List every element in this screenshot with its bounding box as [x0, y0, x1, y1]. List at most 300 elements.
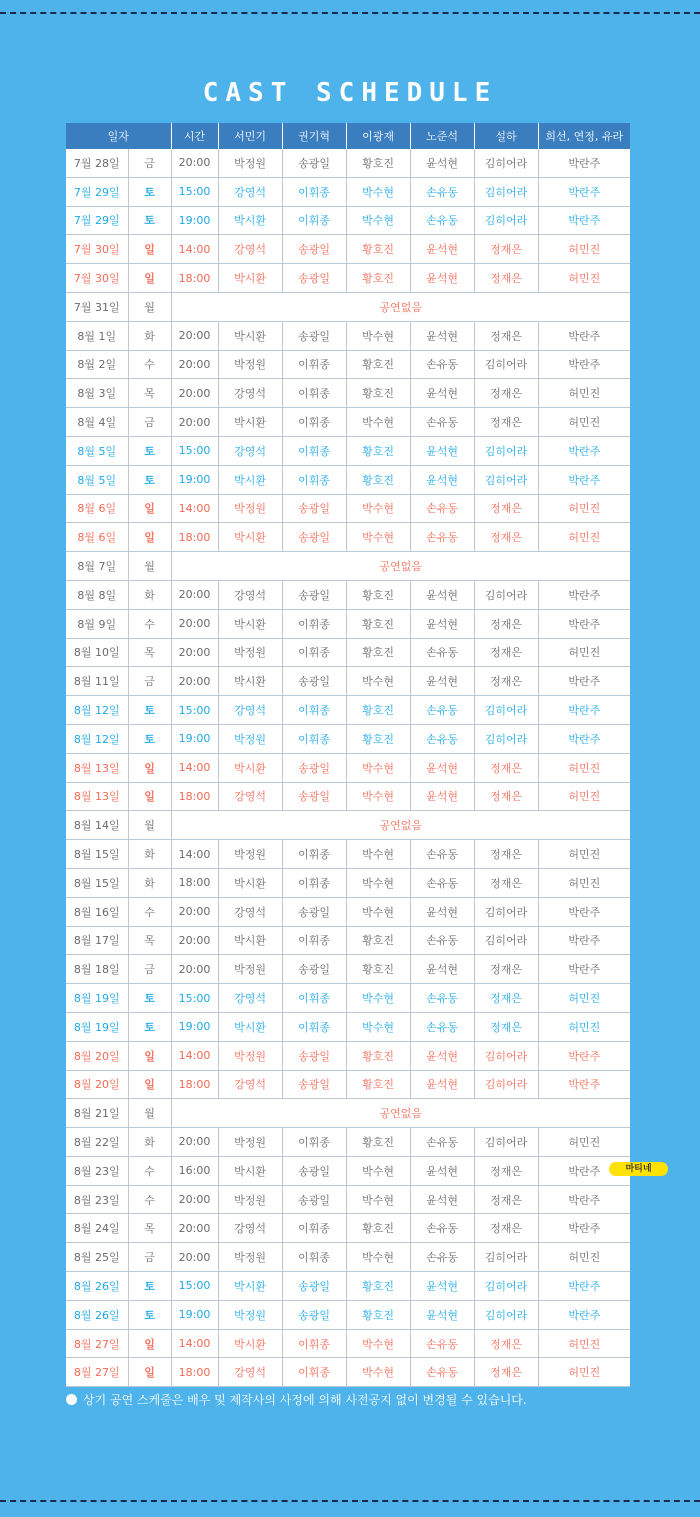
header-role-2: 권기혁	[282, 123, 346, 149]
day-cell: 화	[128, 868, 171, 897]
cast-cell: 박시환	[218, 1272, 282, 1301]
day-cell: 토	[128, 984, 171, 1013]
day-cell: 일	[128, 1329, 171, 1358]
date-cell: 8월 8일	[66, 580, 128, 609]
date-cell: 7월 28일	[66, 149, 128, 177]
cast-cell: 박정원	[218, 955, 282, 984]
time-cell: 20:00	[171, 321, 218, 350]
time-cell: 20:00	[171, 667, 218, 696]
date-cell: 8월 12일	[66, 696, 128, 725]
cast-cell: 황호진	[346, 1300, 410, 1329]
cast-cell: 이휘종	[282, 609, 346, 638]
cast-cell: 허민진	[538, 379, 630, 408]
cast-cell: 김히어라	[474, 724, 538, 753]
cast-cell: 김히어라	[474, 1272, 538, 1301]
cast-cell: 김히어라	[474, 1243, 538, 1272]
cast-cell: 정재은	[474, 1358, 538, 1387]
header-role-4: 노준석	[410, 123, 474, 149]
time-cell: 20:00	[171, 955, 218, 984]
time-cell: 19:00	[171, 206, 218, 235]
cast-cell: 정재은	[474, 1329, 538, 1358]
cast-cell: 박수현	[346, 177, 410, 206]
day-cell: 토	[128, 1300, 171, 1329]
cast-cell: 손유동	[410, 984, 474, 1013]
cast-cell: 박정원	[218, 724, 282, 753]
date-cell: 8월 21일	[66, 1099, 128, 1128]
date-cell: 8월 7일	[66, 552, 128, 581]
cast-cell: 송광일	[282, 1300, 346, 1329]
cast-cell: 이휘종	[282, 350, 346, 379]
table-row	[66, 1272, 630, 1301]
date-cell: 8월 23일	[66, 1185, 128, 1214]
cast-cell: 박시환	[218, 1012, 282, 1041]
date-cell: 8월 11일	[66, 667, 128, 696]
date-cell: 8월 6일	[66, 523, 128, 552]
cast-cell: 박란주	[538, 465, 630, 494]
cast-cell: 박수현	[346, 408, 410, 437]
cast-cell: 박정원	[218, 840, 282, 869]
cast-cell: 정재은	[474, 782, 538, 811]
time-cell: 18:00	[171, 1358, 218, 1387]
cast-cell: 황호진	[346, 1272, 410, 1301]
table-row	[66, 897, 630, 926]
time-cell: 20:00	[171, 580, 218, 609]
table-row	[66, 1329, 630, 1358]
cast-cell: 윤석현	[410, 465, 474, 494]
cast-cell: 황호진	[346, 264, 410, 293]
cast-cell: 허민진	[538, 868, 630, 897]
cast-cell: 박수현	[346, 1156, 410, 1185]
cast-cell: 정재은	[474, 638, 538, 667]
cast-cell: 김히어라	[474, 177, 538, 206]
cast-cell: 황호진	[346, 436, 410, 465]
cast-cell: 손유동	[410, 1128, 474, 1157]
cast-cell: 박수현	[346, 753, 410, 782]
day-cell: 토	[128, 436, 171, 465]
cast-cell: 정재은	[474, 667, 538, 696]
time-cell: 16:00	[171, 1156, 218, 1185]
day-cell: 수	[128, 1156, 171, 1185]
cast-cell: 송광일	[282, 264, 346, 293]
time-cell: 20:00	[171, 1185, 218, 1214]
day-cell: 목	[128, 638, 171, 667]
day-cell: 금	[128, 667, 171, 696]
table-row	[66, 1099, 630, 1128]
cast-cell: 김히어라	[474, 1128, 538, 1157]
cast-cell: 이휘종	[282, 1243, 346, 1272]
day-cell: 토	[128, 1012, 171, 1041]
time-cell: 18:00	[171, 868, 218, 897]
cast-cell: 박수현	[346, 868, 410, 897]
date-cell: 8월 18일	[66, 955, 128, 984]
cast-cell: 손유동	[410, 696, 474, 725]
no-show-cell: 공연없음	[171, 811, 630, 840]
cast-cell: 송광일	[282, 321, 346, 350]
header-role-6: 희선, 연정, 유라	[538, 123, 630, 149]
cast-cell: 이휘종	[282, 436, 346, 465]
day-cell: 금	[128, 955, 171, 984]
date-cell: 7월 30일	[66, 264, 128, 293]
top-dashed-border	[0, 12, 700, 14]
cast-cell: 허민진	[538, 408, 630, 437]
date-cell: 8월 27일	[66, 1358, 128, 1387]
cast-cell: 김히어라	[474, 1041, 538, 1070]
cast-cell: 이휘종	[282, 1128, 346, 1157]
cast-cell: 윤석현	[410, 235, 474, 264]
cast-cell: 정재은	[474, 840, 538, 869]
cast-cell: 송광일	[282, 235, 346, 264]
table-row	[66, 1070, 630, 1099]
date-cell: 7월 29일	[66, 177, 128, 206]
cast-cell: 강영석	[218, 696, 282, 725]
cast-cell: 박란주	[538, 696, 630, 725]
time-cell: 14:00	[171, 1329, 218, 1358]
time-cell: 14:00	[171, 1041, 218, 1070]
cast-cell: 정재은	[474, 264, 538, 293]
cast-cell: 박시환	[218, 753, 282, 782]
day-cell: 일	[128, 1358, 171, 1387]
cast-cell: 윤석현	[410, 379, 474, 408]
day-cell: 일	[128, 1070, 171, 1099]
cast-cell: 김히어라	[474, 350, 538, 379]
time-cell: 20:00	[171, 926, 218, 955]
cast-cell: 정재은	[474, 523, 538, 552]
day-cell: 월	[128, 811, 171, 840]
table-row	[66, 1243, 630, 1272]
cast-cell: 황호진	[346, 1041, 410, 1070]
cast-cell: 박수현	[346, 523, 410, 552]
cast-cell: 박정원	[218, 149, 282, 177]
day-cell: 월	[128, 1099, 171, 1128]
time-cell: 14:00	[171, 235, 218, 264]
table-row	[66, 465, 630, 494]
date-cell: 8월 16일	[66, 897, 128, 926]
cast-cell: 정재은	[474, 235, 538, 264]
cast-cell: 박란주	[538, 1300, 630, 1329]
date-cell: 8월 3일	[66, 379, 128, 408]
cast-cell: 손유동	[410, 840, 474, 869]
cast-cell: 송광일	[282, 1156, 346, 1185]
date-cell: 8월 12일	[66, 724, 128, 753]
cast-cell: 윤석현	[410, 955, 474, 984]
cast-cell: 이휘종	[282, 177, 346, 206]
day-cell: 토	[128, 465, 171, 494]
cast-cell: 허민진	[538, 1329, 630, 1358]
cast-cell: 황호진	[346, 955, 410, 984]
table-row	[66, 1358, 630, 1387]
cast-cell: 이휘종	[282, 724, 346, 753]
cast-cell: 박란주	[538, 580, 630, 609]
table-row	[66, 811, 630, 840]
cast-cell: 윤석현	[410, 264, 474, 293]
cast-cell: 박정원	[218, 494, 282, 523]
table-row	[66, 782, 630, 811]
table-row	[66, 177, 630, 206]
day-cell: 목	[128, 1214, 171, 1243]
cast-cell: 박란주	[538, 955, 630, 984]
cast-cell: 정재은	[474, 1156, 538, 1185]
cast-cell: 박시환	[218, 264, 282, 293]
cast-cell: 손유동	[410, 350, 474, 379]
cast-cell: 이휘종	[282, 408, 346, 437]
cast-cell: 강영석	[218, 1214, 282, 1243]
cast-cell: 윤석현	[410, 1300, 474, 1329]
cast-cell: 박란주	[538, 149, 630, 177]
table-row	[66, 1300, 630, 1329]
cast-cell: 황호진	[346, 379, 410, 408]
day-cell: 일	[128, 753, 171, 782]
date-cell: 8월 13일	[66, 753, 128, 782]
cast-cell: 손유동	[410, 1214, 474, 1243]
cast-cell: 박란주	[538, 1070, 630, 1099]
cast-cell: 윤석현	[410, 1156, 474, 1185]
time-cell: 20:00	[171, 379, 218, 408]
cast-cell: 박시환	[218, 1156, 282, 1185]
matinee-badge: 마티네	[609, 1162, 668, 1176]
cast-cell: 강영석	[218, 782, 282, 811]
day-cell: 금	[128, 1243, 171, 1272]
date-cell: 8월 26일	[66, 1300, 128, 1329]
table-row	[66, 235, 630, 264]
table-row	[66, 494, 630, 523]
cast-cell: 손유동	[410, 724, 474, 753]
cast-cell: 강영석	[218, 1070, 282, 1099]
cast-cell: 이휘종	[282, 840, 346, 869]
cast-cell: 허민진	[538, 1243, 630, 1272]
day-cell: 일	[128, 782, 171, 811]
time-cell: 14:00	[171, 494, 218, 523]
table-row	[66, 149, 630, 177]
day-cell: 토	[128, 724, 171, 753]
cast-cell: 황호진	[346, 696, 410, 725]
cast-cell: 송광일	[282, 523, 346, 552]
cast-cell: 정재은	[474, 379, 538, 408]
cast-cell: 박시환	[218, 321, 282, 350]
date-cell: 8월 17일	[66, 926, 128, 955]
cast-cell: 손유동	[410, 926, 474, 955]
date-cell: 8월 26일	[66, 1272, 128, 1301]
table-row	[66, 206, 630, 235]
date-cell: 8월 15일	[66, 840, 128, 869]
cast-cell: 박정원	[218, 1128, 282, 1157]
cast-cell: 손유동	[410, 408, 474, 437]
table-row	[66, 638, 630, 667]
cast-cell: 박란주	[538, 436, 630, 465]
cast-cell: 손유동	[410, 177, 474, 206]
cast-cell: 허민진	[538, 753, 630, 782]
cast-cell: 정재은	[474, 408, 538, 437]
cast-cell: 김히어라	[474, 1300, 538, 1329]
date-cell: 8월 5일	[66, 465, 128, 494]
cast-cell: 송광일	[282, 955, 346, 984]
table-row	[66, 1156, 630, 1185]
time-cell: 19:00	[171, 465, 218, 494]
bottom-dashed-border	[0, 1500, 700, 1502]
cast-cell: 박란주	[538, 321, 630, 350]
cast-cell: 윤석현	[410, 1041, 474, 1070]
cast-cell: 박란주	[538, 609, 630, 638]
cast-cell: 황호진	[346, 149, 410, 177]
table-row	[66, 1214, 630, 1243]
table-row	[66, 523, 630, 552]
cast-cell: 박시환	[218, 523, 282, 552]
cast-cell: 정재은	[474, 321, 538, 350]
cast-cell: 송광일	[282, 1272, 346, 1301]
day-cell: 토	[128, 177, 171, 206]
cast-cell: 박정원	[218, 638, 282, 667]
table-row	[66, 724, 630, 753]
cast-cell: 강영석	[218, 436, 282, 465]
cast-cell: 송광일	[282, 1041, 346, 1070]
time-cell: 18:00	[171, 264, 218, 293]
date-cell: 8월 2일	[66, 350, 128, 379]
cast-cell: 송광일	[282, 149, 346, 177]
cast-cell: 손유동	[410, 1243, 474, 1272]
cast-cell: 정재은	[474, 868, 538, 897]
time-cell: 20:00	[171, 149, 218, 177]
table-row	[66, 1185, 630, 1214]
time-cell: 15:00	[171, 1272, 218, 1301]
cast-cell: 이휘종	[282, 379, 346, 408]
cast-cell: 정재은	[474, 609, 538, 638]
time-cell: 20:00	[171, 609, 218, 638]
day-cell: 목	[128, 379, 171, 408]
cast-cell: 강영석	[218, 897, 282, 926]
table-row	[66, 292, 630, 321]
day-cell: 금	[128, 149, 171, 177]
date-cell: 8월 14일	[66, 811, 128, 840]
table-row	[66, 868, 630, 897]
cast-cell: 박수현	[346, 494, 410, 523]
cast-cell: 강영석	[218, 235, 282, 264]
table-row	[66, 955, 630, 984]
cast-cell: 이휘종	[282, 206, 346, 235]
cast-cell: 박시환	[218, 206, 282, 235]
time-cell: 15:00	[171, 177, 218, 206]
cast-cell: 박시환	[218, 926, 282, 955]
cast-schedule-table	[66, 123, 630, 1387]
table-row	[66, 696, 630, 725]
cast-cell: 박수현	[346, 206, 410, 235]
cast-cell: 손유동	[410, 1329, 474, 1358]
cast-cell: 윤석현	[410, 1185, 474, 1214]
table-row	[66, 580, 630, 609]
cast-cell: 손유동	[410, 206, 474, 235]
cast-cell: 박란주	[538, 206, 630, 235]
time-cell: 18:00	[171, 782, 218, 811]
table-row	[66, 264, 630, 293]
table-row	[66, 609, 630, 638]
time-cell: 18:00	[171, 523, 218, 552]
table-row	[66, 926, 630, 955]
cast-cell: 강영석	[218, 1358, 282, 1387]
cast-cell: 박시환	[218, 667, 282, 696]
cast-cell: 김히어라	[474, 897, 538, 926]
cast-cell: 박수현	[346, 984, 410, 1013]
no-show-cell: 공연없음	[171, 1099, 630, 1128]
time-cell: 20:00	[171, 350, 218, 379]
cast-cell: 박란주	[538, 177, 630, 206]
time-cell: 14:00	[171, 840, 218, 869]
time-cell: 19:00	[171, 1012, 218, 1041]
header-role-1: 서민기	[218, 123, 282, 149]
time-cell: 19:00	[171, 1300, 218, 1329]
time-cell: 15:00	[171, 696, 218, 725]
cast-cell: 강영석	[218, 984, 282, 1013]
cast-cell: 박란주	[538, 1185, 630, 1214]
cast-cell: 박시환	[218, 408, 282, 437]
cast-cell: 윤석현	[410, 782, 474, 811]
date-cell: 7월 31일	[66, 292, 128, 321]
table-header-row	[66, 123, 630, 149]
cast-cell: 황호진	[346, 724, 410, 753]
date-cell: 8월 22일	[66, 1128, 128, 1157]
header-date: 일자	[66, 123, 171, 149]
cast-cell: 윤석현	[410, 580, 474, 609]
header-time: 시간	[171, 123, 218, 149]
cast-cell: 송광일	[282, 667, 346, 696]
cast-cell: 송광일	[282, 897, 346, 926]
date-cell: 8월 20일	[66, 1041, 128, 1070]
cast-cell: 허민진	[538, 638, 630, 667]
cast-cell: 박수현	[346, 840, 410, 869]
cast-cell: 박정원	[218, 1300, 282, 1329]
header-role-3: 이광재	[346, 123, 410, 149]
cast-cell: 허민진	[538, 1128, 630, 1157]
table-row	[66, 1128, 630, 1157]
cast-cell: 황호진	[346, 235, 410, 264]
date-cell: 7월 29일	[66, 206, 128, 235]
cast-cell: 송광일	[282, 1070, 346, 1099]
date-cell: 8월 5일	[66, 436, 128, 465]
cast-cell: 정재은	[474, 955, 538, 984]
cast-cell: 황호진	[346, 1214, 410, 1243]
cast-cell: 이휘종	[282, 926, 346, 955]
cast-cell: 박란주	[538, 350, 630, 379]
cast-cell: 손유동	[410, 523, 474, 552]
cast-cell: 이휘종	[282, 1214, 346, 1243]
cast-cell: 박란주	[538, 1272, 630, 1301]
table-row	[66, 350, 630, 379]
cast-cell: 김히어라	[474, 149, 538, 177]
time-cell: 14:00	[171, 753, 218, 782]
cast-cell: 허민진	[538, 235, 630, 264]
cast-cell: 송광일	[282, 1185, 346, 1214]
cast-cell: 윤석현	[410, 1070, 474, 1099]
cast-cell: 황호진	[346, 350, 410, 379]
cast-cell: 허민진	[538, 1012, 630, 1041]
cast-cell: 이휘종	[282, 868, 346, 897]
table-row	[66, 984, 630, 1013]
table-row	[66, 1041, 630, 1070]
cast-cell: 김히어라	[474, 465, 538, 494]
cast-cell: 황호진	[346, 465, 410, 494]
cast-cell: 김히어라	[474, 696, 538, 725]
day-cell: 월	[128, 292, 171, 321]
time-cell: 20:00	[171, 1214, 218, 1243]
cast-cell: 박시환	[218, 1329, 282, 1358]
table-row	[66, 552, 630, 581]
date-cell: 8월 27일	[66, 1329, 128, 1358]
table-row	[66, 408, 630, 437]
cast-cell: 이휘종	[282, 984, 346, 1013]
cast-cell: 손유동	[410, 1012, 474, 1041]
day-cell: 일	[128, 264, 171, 293]
cast-cell: 박정원	[218, 1041, 282, 1070]
cast-cell: 윤석현	[410, 667, 474, 696]
cast-cell: 이휘종	[282, 1012, 346, 1041]
day-cell: 일	[128, 235, 171, 264]
